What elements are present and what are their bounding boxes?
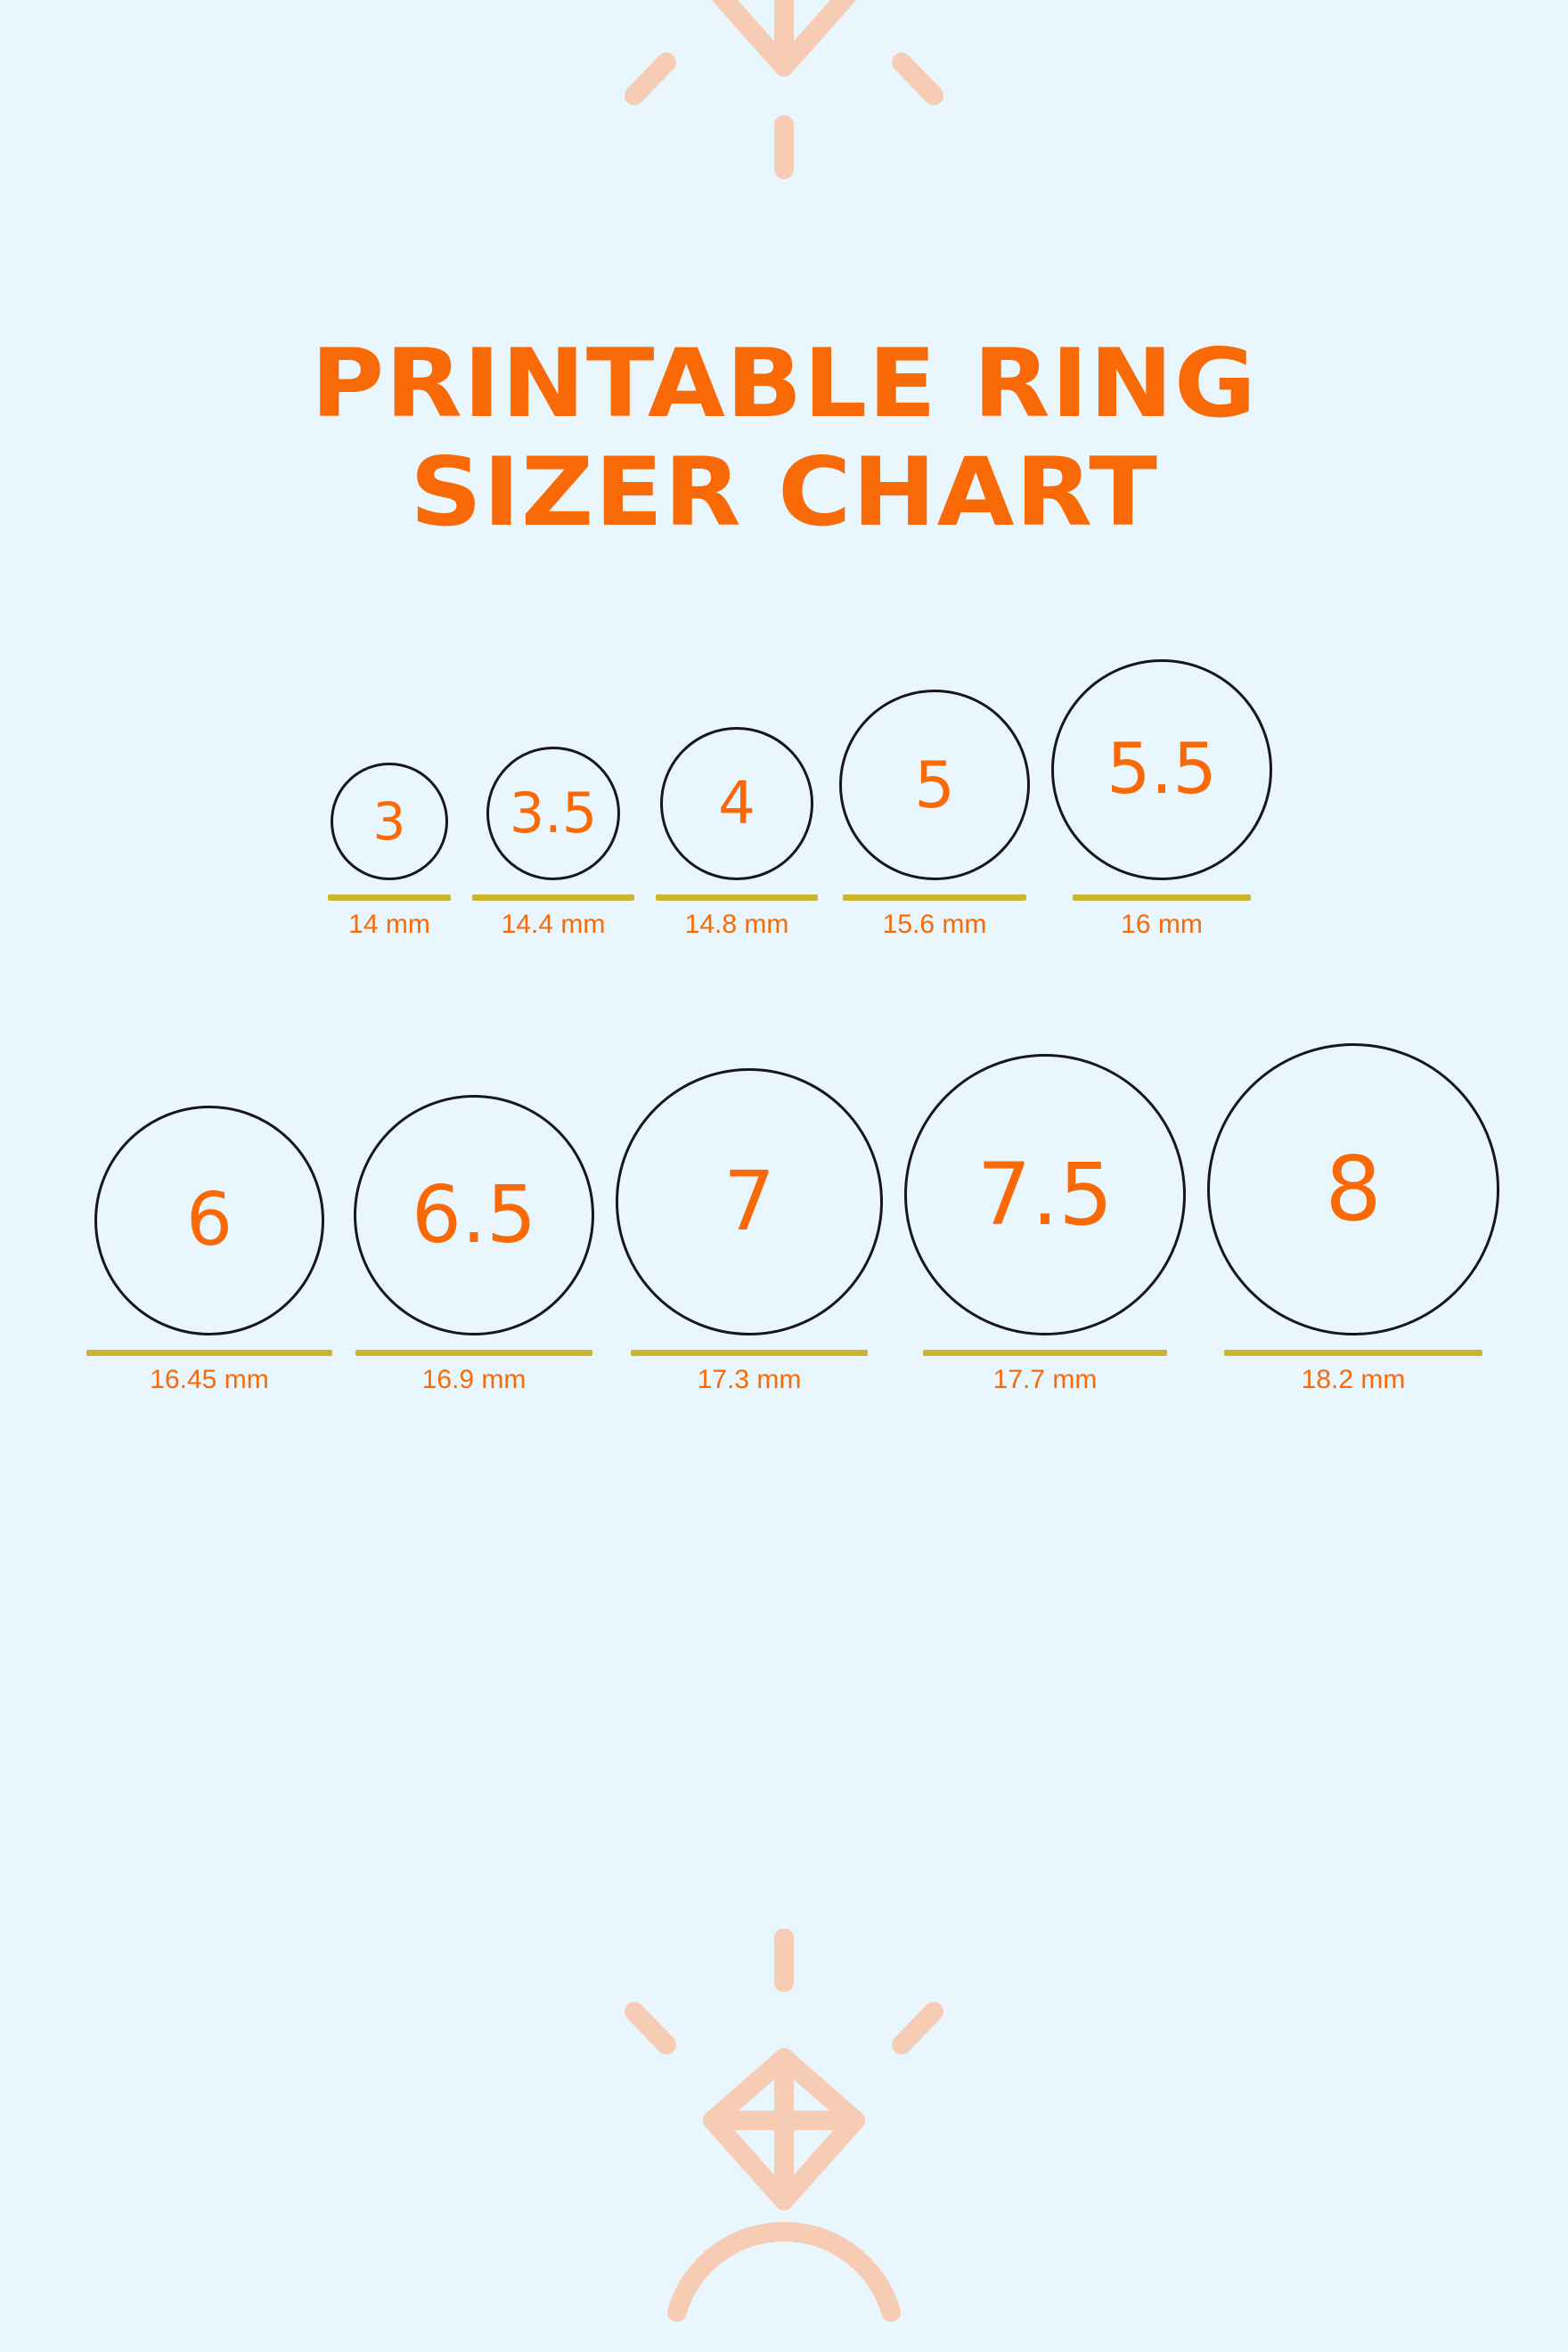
ring-measure-rule (1073, 894, 1251, 901)
ring-circle (616, 1068, 883, 1335)
ring-size-label: 3 (372, 791, 406, 852)
ring-mm-label: 16.45 mm (150, 1365, 269, 1394)
ring-cell (1051, 659, 1272, 940)
ring-mm-label: 15.6 mm (882, 910, 987, 939)
ring-measure-rule (472, 894, 634, 901)
ring-row-2 (0, 1043, 1568, 1395)
page-title (0, 329, 1568, 547)
ring-mm-label: 16.9 mm (421, 1365, 527, 1394)
ring-circle (660, 727, 813, 880)
ring-circle (904, 1054, 1186, 1335)
ring-size-label: 5 (914, 747, 955, 822)
ring-cell (472, 747, 634, 940)
ring-mm-label: 14.8 mm (684, 910, 789, 939)
diamond-icon-bottom (579, 1929, 989, 2352)
ring-mm-label: 17.7 mm (992, 1365, 1098, 1394)
ring-size-label: 5.5 (1106, 730, 1218, 810)
ring-cell (354, 1095, 594, 1395)
ring-size-label: 4 (718, 769, 755, 837)
ring-size-label: 3.5 (509, 780, 598, 845)
ring-size-label: 8 (1325, 1137, 1382, 1241)
ring-measure-rule (923, 1350, 1167, 1356)
ring-cell (656, 727, 818, 940)
ring-mm-label: 14.4 mm (501, 910, 606, 939)
page-title-line-1: PRINTABLE RING (310, 329, 1258, 438)
ring-measure-rule (656, 894, 818, 901)
ring-circle (94, 1106, 324, 1335)
ring-cell (616, 1068, 883, 1395)
ring-circle (1051, 659, 1272, 880)
ring-mm-label: 18.2 mm (1301, 1365, 1406, 1394)
ring-cell (328, 763, 451, 940)
ring-cell (839, 690, 1030, 940)
ring-mm-label: 17.3 mm (697, 1365, 802, 1394)
ring-measure-rule (1224, 1350, 1482, 1356)
ring-measure-rule (631, 1350, 868, 1356)
ring-cell (1207, 1043, 1499, 1395)
ring-mm-label: 16 mm (1121, 910, 1203, 939)
diamond-icon-top (579, 0, 989, 232)
ring-measure-rule (328, 894, 451, 901)
ring-sizer-chart (0, 659, 1568, 1395)
ring-size-label: 7.5 (976, 1145, 1114, 1245)
ring-mm-label: 14 mm (348, 910, 430, 939)
ring-cell (86, 1106, 332, 1395)
ring-circle (1207, 1043, 1499, 1335)
ring-row-1 (0, 659, 1568, 940)
page-title-line-2: SIZER CHART (410, 437, 1158, 547)
ring-cell (904, 1054, 1186, 1395)
ring-size-label: 6.5 (412, 1169, 536, 1261)
ring-circle (486, 747, 620, 880)
ring-circle (354, 1095, 594, 1335)
ring-size-label: 6 (185, 1178, 233, 1262)
ring-measure-rule (843, 894, 1026, 901)
ring-circle (839, 690, 1030, 880)
ring-circle (331, 763, 448, 880)
ring-measure-rule (86, 1350, 332, 1356)
ring-size-label: 7 (723, 1154, 776, 1249)
ring-measure-rule (355, 1350, 592, 1356)
